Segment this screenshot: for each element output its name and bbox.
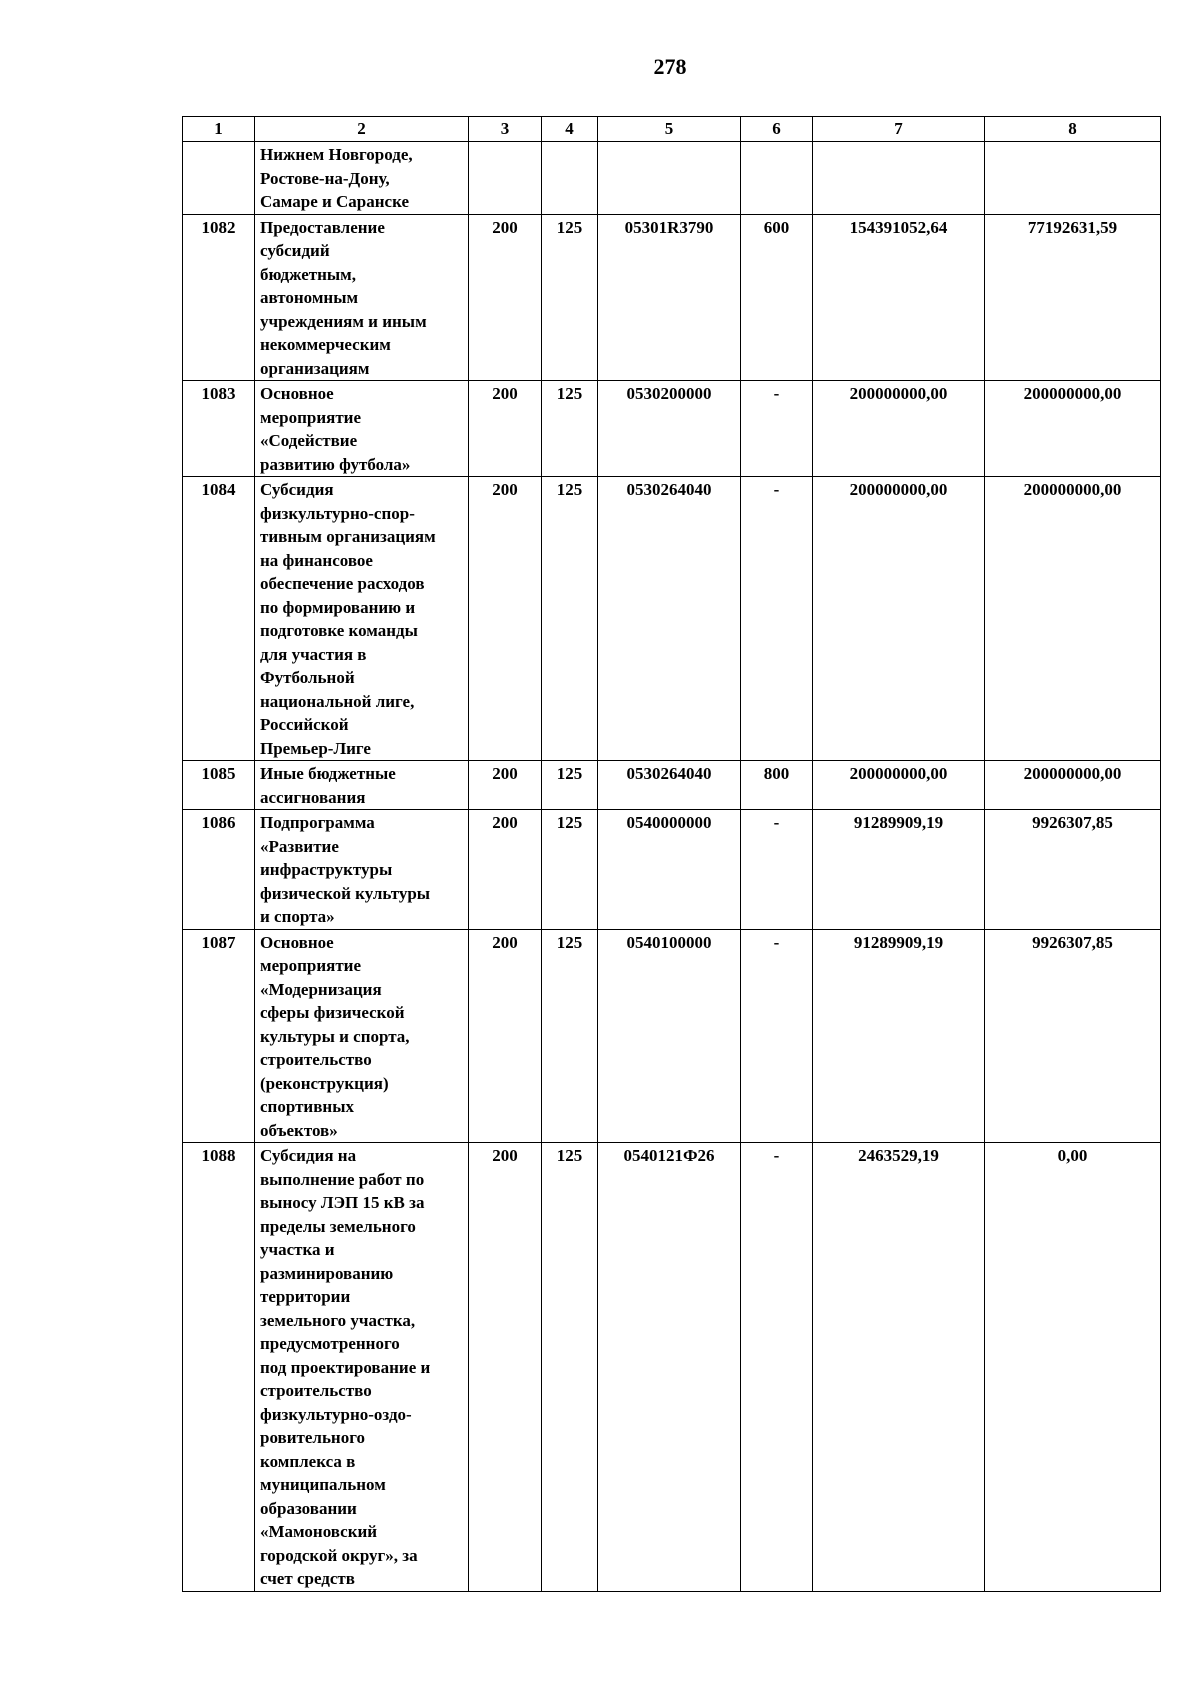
- row-col8-cell: 200000000,00: [985, 381, 1161, 477]
- row-col5-cell: 0530264040: [598, 477, 741, 761]
- row-col6-cell: -: [741, 810, 813, 930]
- row-number-cell: 1082: [183, 214, 255, 381]
- row-col5-cell: 05301R3790: [598, 214, 741, 381]
- row-name-line: Подпрограмма: [260, 813, 375, 832]
- row-name-line: ровительного: [260, 1428, 366, 1447]
- row-name-line: национальной лиге,: [260, 691, 415, 711]
- header-col-5: 5: [598, 117, 741, 142]
- table-row: [183, 1143, 1161, 1592]
- table-row: [183, 477, 1161, 761]
- row-col4-cell: 125: [542, 214, 598, 381]
- row-name-line: для участия в: [260, 644, 367, 664]
- row-col6-cell: -: [741, 1143, 813, 1592]
- row-number-cell: 1086: [183, 810, 255, 930]
- row-col3-cell: 200: [469, 214, 542, 381]
- row-name-line: выполнение работ по: [260, 1169, 425, 1189]
- row-name-line: ассигнования: [260, 787, 366, 807]
- row-name-line: Ростове-на-Дону,: [260, 168, 390, 188]
- row-name-line: разминированию: [260, 1263, 394, 1283]
- table-row: [183, 810, 1161, 930]
- row-name-cell: [255, 477, 469, 761]
- row-name-line: обеспечение расходов: [260, 574, 425, 593]
- row-name-line: Иные бюджетные: [260, 764, 396, 783]
- row-col5-cell: 0540100000: [598, 929, 741, 1143]
- row-col5-cell: 0530264040: [598, 761, 741, 810]
- row-name-line: территории: [260, 1287, 351, 1306]
- header-col-3: 3: [469, 117, 542, 142]
- row-col8-cell: 77192631,59: [985, 214, 1161, 381]
- row-name-line: инфраструктуры: [260, 860, 393, 879]
- row-col8-cell: 200000000,00: [985, 477, 1161, 761]
- row-col5-cell: [598, 142, 741, 215]
- row-name-line: Основное: [260, 384, 334, 403]
- row-col7-cell: 200000000,00: [813, 477, 985, 761]
- row-name-line: физкультурно-спор-: [260, 503, 415, 523]
- row-name-line: строительство: [260, 1381, 372, 1400]
- row-col7-cell: 200000000,00: [813, 381, 985, 477]
- row-col4-cell: 125: [542, 929, 598, 1143]
- row-name-line: «Содействие: [260, 431, 358, 450]
- row-number-cell: 1084: [183, 477, 255, 761]
- table-row: [183, 214, 1161, 381]
- header-col-6: 6: [741, 117, 813, 142]
- row-name-line: Основное: [260, 932, 334, 952]
- row-name-line: под проектирование и: [260, 1357, 431, 1377]
- row-col5-cell: 0530200000: [598, 381, 741, 477]
- row-number-cell: 1088: [183, 1143, 255, 1592]
- header-row: [183, 117, 1161, 142]
- row-name-line: счет средств: [260, 1569, 355, 1588]
- row-name-line: автономным: [260, 288, 359, 307]
- row-name-line: «Развитие: [260, 836, 339, 856]
- row-col6-cell: -: [741, 477, 813, 761]
- table-body: [183, 142, 1161, 1592]
- row-name-line: комплекса в: [260, 1451, 356, 1471]
- row-name-cell: [255, 1143, 469, 1592]
- row-col3-cell: 200: [469, 477, 542, 761]
- row-name-line: объектов»: [260, 1120, 338, 1140]
- header-col-1: 1: [183, 117, 255, 142]
- row-name-line: развитию футбола»: [260, 454, 411, 474]
- row-col6-cell: 800: [741, 761, 813, 810]
- row-name-line: Футбольной: [260, 668, 355, 687]
- header-col-7: 7: [813, 117, 985, 142]
- row-col3-cell: 200: [469, 381, 542, 477]
- row-name-cell: [255, 142, 469, 215]
- row-name-line: «Модернизация: [260, 979, 382, 999]
- header-col-4: 4: [542, 117, 598, 142]
- row-col6-cell: 600: [741, 214, 813, 381]
- row-col6-cell: -: [741, 381, 813, 477]
- row-col7-cell: 91289909,19: [813, 810, 985, 930]
- row-number-cell: [183, 142, 255, 215]
- row-col3-cell: 200: [469, 1143, 542, 1592]
- row-name-line: выносу ЛЭП 15 кВ за: [260, 1193, 425, 1212]
- row-name-cell: [255, 810, 469, 930]
- row-name-line: на финансовое: [260, 550, 373, 570]
- row-name-line: Самаре и Саранске: [260, 192, 410, 211]
- budget-table: [182, 116, 1161, 1592]
- row-col6-cell: -: [741, 929, 813, 1143]
- row-name-line: (реконструкция): [260, 1073, 389, 1093]
- row-name-line: Субсидия: [260, 480, 334, 499]
- row-number-cell: 1085: [183, 761, 255, 810]
- row-col8-cell: 0,00: [985, 1143, 1161, 1592]
- row-col7-cell: 200000000,00: [813, 761, 985, 810]
- row-name-cell: [255, 214, 469, 381]
- row-name-line: городской округ», за: [260, 1545, 418, 1565]
- row-name-line: Нижнем Новгороде,: [260, 145, 413, 164]
- row-name-line: подготовке команды: [260, 621, 418, 640]
- row-name-line: мероприятие: [260, 407, 362, 427]
- row-col7-cell: 91289909,19: [813, 929, 985, 1143]
- row-name-line: строительство: [260, 1050, 372, 1069]
- row-col3-cell: 200: [469, 810, 542, 930]
- row-name-line: бюджетным,: [260, 264, 357, 284]
- row-col7-cell: 154391052,64: [813, 214, 985, 381]
- row-name-line: «Мамоновский: [260, 1522, 378, 1541]
- row-name-line: земельного участка,: [260, 1310, 416, 1330]
- row-col8-cell: 9926307,85: [985, 810, 1161, 930]
- row-col4-cell: [542, 142, 598, 215]
- row-col4-cell: 125: [542, 1143, 598, 1592]
- row-col7-cell: [813, 142, 985, 215]
- row-name-line: тивным организациям: [260, 527, 436, 546]
- row-col3-cell: 200: [469, 761, 542, 810]
- table-header: [183, 117, 1161, 142]
- row-col5-cell: 0540000000: [598, 810, 741, 930]
- header-col-8: 8: [985, 117, 1161, 142]
- row-name-line: физической культуры: [260, 883, 431, 903]
- row-name-line: предусмотренного: [260, 1334, 400, 1353]
- row-name-line: культуры и спорта,: [260, 1026, 410, 1046]
- row-name-line: сферы физической: [260, 1003, 405, 1022]
- row-name-line: субсидий: [260, 241, 330, 260]
- row-name-line: участка и: [260, 1240, 335, 1259]
- row-name-cell: [255, 761, 469, 810]
- row-name-line: учреждениям и иным: [260, 311, 427, 331]
- row-name-cell: [255, 381, 469, 477]
- table-row: [183, 929, 1161, 1143]
- row-col4-cell: 125: [542, 810, 598, 930]
- row-col7-cell: 2463529,19: [813, 1143, 985, 1592]
- row-col5-cell: 0540121Ф26: [598, 1143, 741, 1592]
- row-col8-cell: 9926307,85: [985, 929, 1161, 1143]
- table-row: [183, 761, 1161, 810]
- row-name-line: по формированию и: [260, 597, 416, 617]
- row-number-cell: 1087: [183, 929, 255, 1143]
- table-row: [183, 381, 1161, 477]
- row-name-line: физкультурно-оздо-: [260, 1404, 412, 1424]
- row-col4-cell: 125: [542, 761, 598, 810]
- row-name-line: организациям: [260, 358, 370, 378]
- row-col4-cell: 125: [542, 381, 598, 477]
- row-name-line: и спорта»: [260, 907, 335, 926]
- row-col3-cell: 200: [469, 929, 542, 1143]
- page-number: 278: [653, 54, 687, 79]
- table-row: [183, 142, 1161, 215]
- row-name-line: Премьер-Лиге: [260, 738, 371, 758]
- row-col4-cell: 125: [542, 477, 598, 761]
- row-name-line: Предоставление: [260, 217, 385, 237]
- row-name-line: пределы земельного: [260, 1216, 416, 1236]
- header-col-2: 2: [255, 117, 469, 142]
- row-col8-cell: [985, 142, 1161, 215]
- row-name-line: мероприятие: [260, 956, 362, 975]
- row-name-line: образовании: [260, 1498, 357, 1518]
- row-col3-cell: [469, 142, 542, 215]
- row-col8-cell: 200000000,00: [985, 761, 1161, 810]
- row-name-line: муниципальном: [260, 1475, 386, 1494]
- row-name-line: спортивных: [260, 1097, 354, 1116]
- row-col6-cell: [741, 142, 813, 215]
- row-name-line: Российской: [260, 715, 349, 734]
- row-name-cell: [255, 929, 469, 1143]
- row-name-line: некоммерческим: [260, 335, 391, 354]
- row-number-cell: 1083: [183, 381, 255, 477]
- row-name-line: Субсидия на: [260, 1146, 357, 1165]
